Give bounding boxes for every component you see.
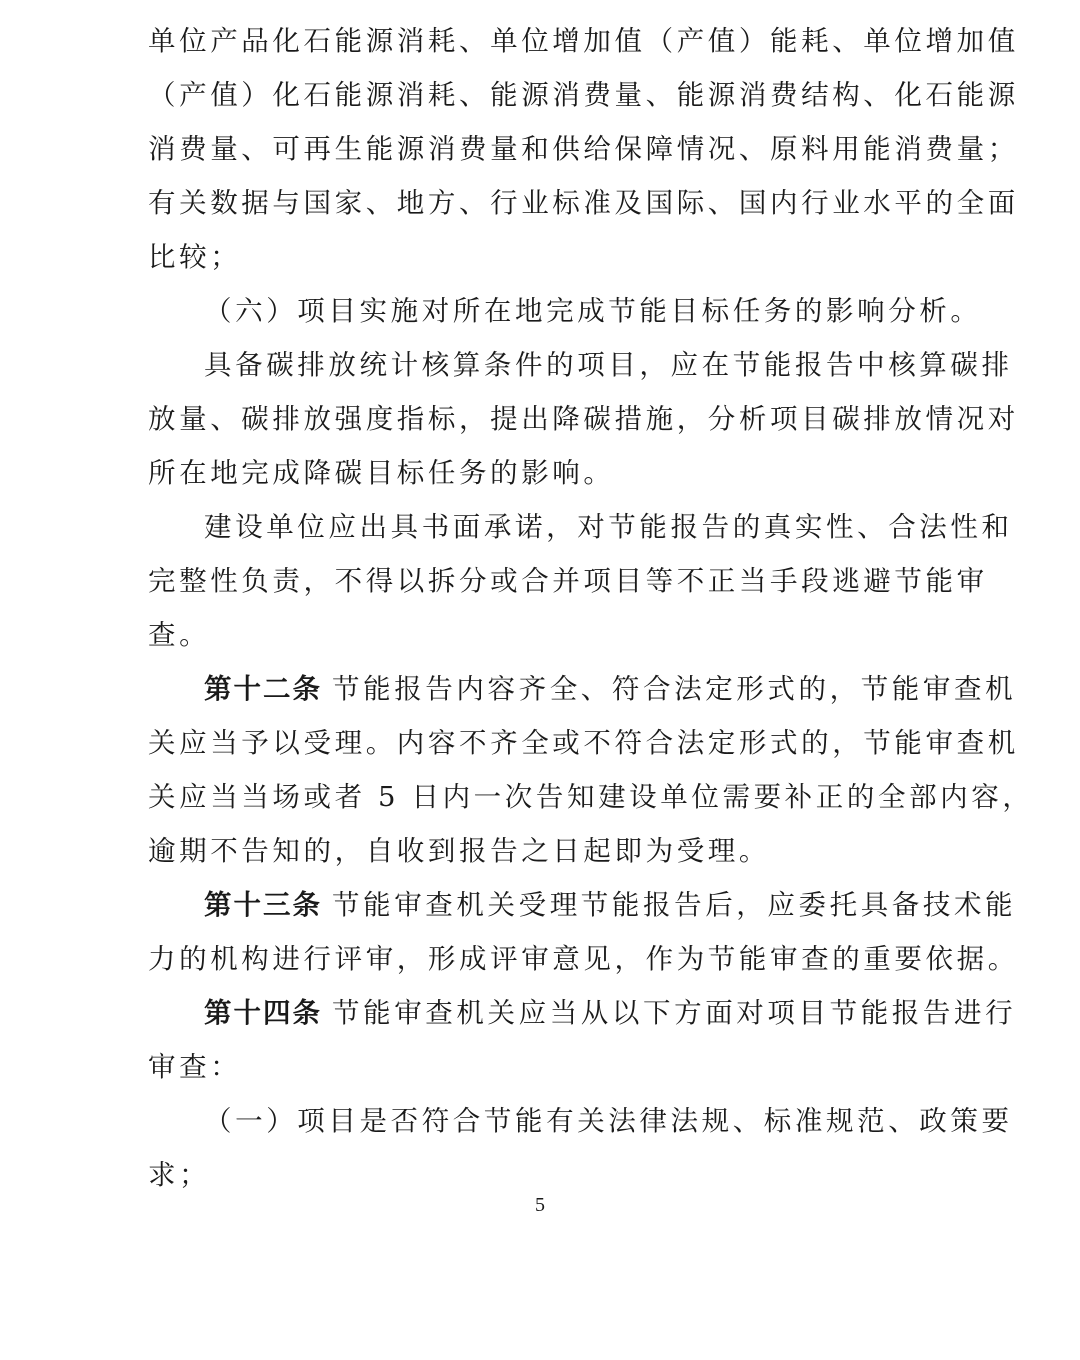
text-line: 消费量、可再生能源消费量和供给保障情况、原料用能消费量； bbox=[148, 133, 1019, 165]
text-line: 具备碳排放统计核算条件的项目，应在节能报告中核算碳排 bbox=[204, 349, 1013, 381]
text-line: 关应当当场或者 5 日内一次告知建设单位需要补正的全部内容， bbox=[148, 781, 1034, 813]
text-line: （产值）化石能源消耗、能源消费量、能源消费结构、化石能源 bbox=[148, 79, 1019, 111]
text-span: 节能审查机关应当从以下方面对项目节能报告进行 bbox=[332, 997, 1017, 1029]
text-line: 所在地完成降碳目标任务的影响。 bbox=[148, 457, 615, 489]
text-span: 节能审查机关受理节能报告后，应委托具备技术能 bbox=[332, 889, 1017, 921]
article-heading: 第十三条 bbox=[204, 889, 322, 921]
text-line: 放量、碳排放强度指标，提出降碳措施，分析项目碳排放情况对 bbox=[148, 403, 1019, 435]
text-line: （六）项目实施对所在地完成节能目标任务的影响分析。 bbox=[204, 295, 982, 327]
text-line: 单位产品化石能源消耗、单位增加值（产值）能耗、单位增加值 bbox=[148, 25, 1019, 57]
text-line: （一）项目是否符合节能有关法律法规、标准规范、政策要 bbox=[204, 1105, 1013, 1137]
page-number: 5 bbox=[535, 1194, 545, 1216]
text-line: 建设单位应出具书面承诺，对节能报告的真实性、合法性和 bbox=[204, 511, 1013, 543]
text-line: 有关数据与国家、地方、行业标准及国际、国内行业水平的全面 bbox=[148, 187, 1019, 219]
text-line: 审查： bbox=[148, 1051, 242, 1083]
text-line: 完整性负责，不得以拆分或合并项目等不正当手段逃避节能审 bbox=[148, 565, 988, 597]
text-line: 比较； bbox=[148, 241, 242, 273]
article-line bbox=[148, 986, 1017, 1040]
text-line: 查。 bbox=[148, 619, 211, 651]
article-heading: 第十四条 bbox=[204, 997, 322, 1029]
text-line: 关应当予以受理。内容不齐全或不符合法定形式的，节能审查机 bbox=[148, 727, 1019, 759]
text-line: 求； bbox=[148, 1159, 211, 1191]
document-body bbox=[148, 14, 1034, 1202]
article-line bbox=[148, 662, 1017, 716]
text-span: 节能报告内容齐全、符合法定形式的，节能审查机 bbox=[332, 673, 1017, 705]
article-line bbox=[148, 878, 1017, 932]
text-line: 力的机构进行评审，形成评审意见，作为节能审查的重要依据。 bbox=[148, 943, 1019, 975]
text-line: 逾期不告知的，自收到报告之日起即为受理。 bbox=[148, 835, 770, 867]
article-heading: 第十二条 bbox=[204, 673, 322, 705]
